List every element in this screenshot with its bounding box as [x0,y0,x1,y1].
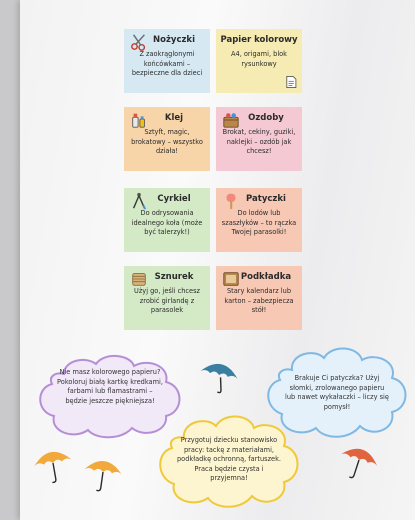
stick-icon [222,192,240,210]
card-description: Brokat, cekiny, guziki, naklejki – ozdób jak chcesz! [222,128,296,155]
card-description: Sztyft, magic, brokatowy – wszystko działa! [131,128,203,155]
umbrella-icon [82,452,124,496]
card-description: Do odrysowania idealnego koła (może być talerzyk!) [131,209,203,236]
card-description: Z zaokrąglonymi końcówkami – bezpieczne dla dzieci [131,50,203,77]
card-description: Stary kalendarz lub karton – zabezpiecza stół! [224,287,294,314]
card-scissors [124,29,210,93]
tip-cloud-workspace [156,412,302,510]
umbrella-icon [198,355,240,395]
card-title: Nożyczki [153,35,195,45]
card-title: Cyrkiel [157,194,191,204]
card-decorations [216,107,302,171]
card-title: Patyczki [246,194,286,204]
compass-icon [130,192,148,210]
worksheet-page [20,0,415,520]
sewing-kit-icon [222,111,240,129]
umbrella-icon [338,440,380,484]
card-title: Podkładka [240,272,292,282]
string-icon [130,270,148,288]
card-description: A4, origami, blok rysunkowy [230,50,288,68]
tip-text: Nie masz kolorowego papieru? Pokoloruj białą kartkę kredkami, farbami lub flamastrami – będzie jeszcze piękniejsza! [57,368,163,405]
card-title: Papier kolorowy [220,35,298,45]
card-compass [124,188,210,252]
card-description: Do lodów lub szaszłyków – to rączka Twojej parasolki! [221,209,297,236]
card-title: Ozdoby [248,113,284,123]
card-mat [216,266,302,330]
card-title: Klej [164,113,184,123]
card-sticks [216,188,302,252]
mat-icon [222,270,240,288]
card-string [124,266,210,330]
card-description: Użyj go, jeśli chcesz zrobić girlandę z parasolek [134,287,200,314]
card-colored-paper [216,29,302,93]
card-title: Sznurek [154,272,194,282]
card-glue [124,107,210,171]
paper-icon [284,75,298,89]
tip-text: Brakuje Ci patyczka? Użyj słomki, zrolowanego papieru lub nawet wykałaczki – liczy się pomysł! [285,374,389,411]
glue-icon [130,111,148,129]
tip-text: Przygotuj dziecku stanowisko pracy: tackę z materiałami, podkładkę ochronną, fartuszek. Praca będzie czysta i przyjemna! [176,436,282,483]
umbrella-icon [32,443,74,487]
scissors-icon [130,33,148,51]
